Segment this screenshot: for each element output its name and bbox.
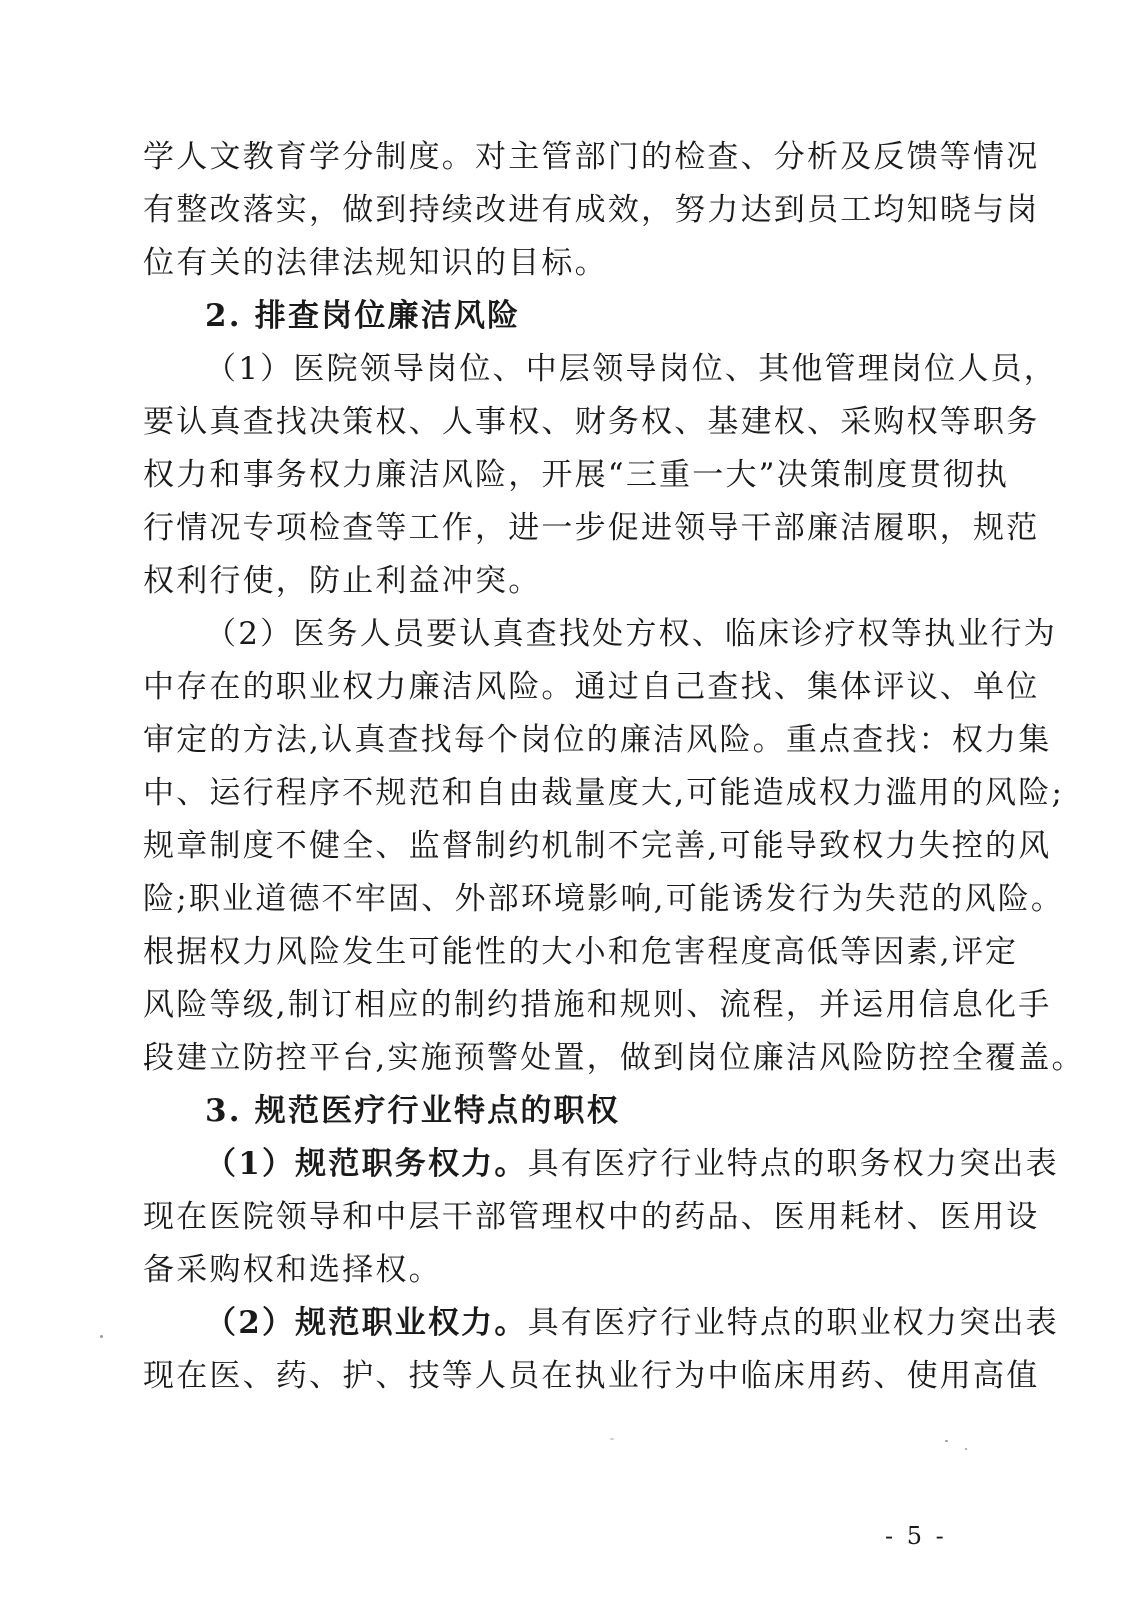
paragraph-line: 中存在的职业权力廉洁风险。通过自己查找、集体评议、单位 (143, 669, 1040, 705)
paragraph-line (205, 1144, 1059, 1184)
paragraph-line: 有整改落实，做到持续改进有成效，努力达到员工均知晓与岗 (143, 192, 1040, 228)
paragraph-line: 风险等级,制订相应的制约措施和规则、流程，并运用信息化手 (143, 987, 1052, 1023)
scan-speck (100, 1335, 103, 1338)
paragraph-line (205, 1303, 1059, 1343)
paragraph-line: 现在医、药、护、技等人员在执业行为中临床用药、使用高值 (143, 1358, 1040, 1394)
paragraph-line: 中、运行程序不规范和自由裁量度大,可能造成权力滥用的风险; (143, 775, 1065, 811)
scan-speck (610, 1438, 614, 1440)
paragraph-line: （2）医务人员要认真查找处方权、临床诊疗权等执业行为 (205, 616, 1057, 652)
item-text: 具有医疗行业特点的职务权力突出表 (527, 1146, 1059, 1182)
paragraph-line: 根据权力风险发生可能性的大小和危害程度高低等因素,评定 (143, 934, 1019, 970)
item-text: 具有医疗行业特点的职业权力突出表 (527, 1305, 1059, 1341)
paragraph-line: 位有关的法律法规知识的目标。 (143, 245, 608, 281)
paragraph-line: 权利行使，防止利益冲突。 (143, 563, 542, 599)
paragraph-line: 规章制度不健全、监督制约机制不完善,可能导致权力失控的风 (143, 828, 1052, 864)
item-lead: （1）规范职务权力。 (205, 1146, 528, 1182)
paragraph-line: 权力和事务权力廉洁风险，开展“三重一大”决策制度贯彻执 (143, 457, 1010, 493)
paragraph-line: 备采购权和选择权。 (143, 1252, 442, 1288)
section-heading: 2. 排查岗位廉洁风险 (205, 298, 521, 334)
paragraph-line: 审定的方法,认真查找每个岗位的廉洁风险。重点查找：权力集 (143, 722, 1052, 758)
scan-speck (965, 1448, 967, 1450)
scan-speck (945, 1440, 948, 1442)
page-number: - 5 - (885, 1522, 947, 1550)
item-lead: （2）规范职业权力。 (205, 1305, 528, 1341)
paragraph-line: 行情况专项检查等工作，进一步促进领导干部廉洁履职，规范 (143, 510, 1040, 546)
paragraph-line: 现在医院领导和中层干部管理权中的药品、医用耗材、医用设 (143, 1199, 1040, 1235)
paragraph-line: 要认真查找决策权、人事权、财务权、基建权、采购权等职务 (143, 404, 1040, 440)
paragraph-line: 学人文教育学分制度。对主管部门的检查、分析及反馈等情况 (143, 139, 1040, 175)
section-heading: 3. 规范医疗行业特点的职权 (205, 1093, 620, 1129)
paragraph-line: 险;职业道德不牢固、外部环境影响,可能诱发行为失范的风险。 (143, 881, 1065, 917)
paragraph-line: （1）医院领导岗位、中层领导岗位、其他管理岗位人员， (205, 351, 1057, 387)
paragraph-line: 段建立防控平台,实施预警处置，做到岗位廉洁风险防控全覆盖。 (143, 1040, 1085, 1076)
